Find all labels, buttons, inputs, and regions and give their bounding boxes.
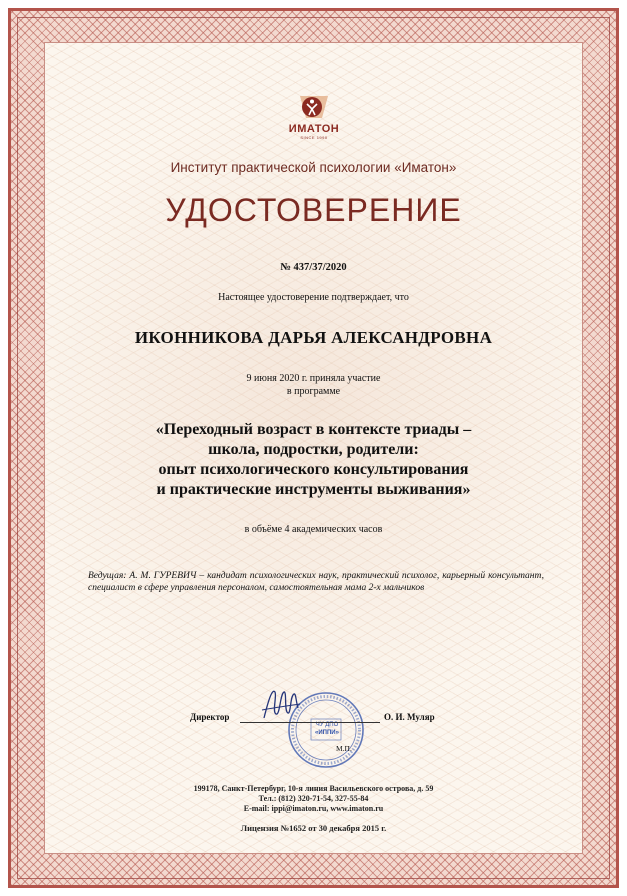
footer-contacts (0, 784, 627, 814)
certificate-number: № 437/37/2020 (280, 262, 347, 273)
footer-address: 199178, Санкт-Петербург, 10-я линия Васильевского острова, д. 59 (193, 784, 434, 793)
director-name: О. И. Муляр (384, 712, 435, 722)
logo-since: SINCE 1990 (300, 135, 328, 140)
hours-text: в объёме 4 академических часов (244, 524, 383, 535)
director-label: Директор (190, 712, 230, 722)
stamp-place-label: М.П. (336, 744, 352, 753)
signature-line (240, 722, 380, 723)
logo-icon (298, 92, 330, 122)
footer-phone: Тел.: (812) 320-71-54, 327-55-84 (258, 794, 369, 803)
imaton-logo (274, 92, 354, 148)
seal-text-org: ЧУ ДПО (315, 722, 339, 728)
document-title: УДОСТОВЕРЕНИЕ (165, 192, 462, 228)
program-title (0, 420, 627, 500)
lead-description: Ведущая: А. М. ГУРЕВИЧ – кандидат психологических наук, практический психолог, карьерный консультант, специалист в сфере управления персоналом, самостоятельная мама 2-х мальчиков (88, 571, 544, 593)
footer-contacts-line: E-mail: ippi@imaton.ru, www.imaton.ru (243, 804, 384, 813)
recipient-name: ИКОННИКОВА ДАРЬЯ АЛЕКСАНДРОВНА (134, 328, 493, 347)
program-line: школа, подростки, родители: (208, 441, 419, 458)
date-line: 9 июня 2020 г. приняла участие (246, 373, 381, 384)
confirm-text: Настоящее удостоверение подтверждает, что (218, 292, 409, 303)
logo-name: ИМАТОН (288, 123, 340, 135)
director-signature (258, 682, 302, 724)
seal-text-name: «ИППИ» (315, 730, 339, 736)
institute-name: Институт практической психологии «Иматон» (170, 160, 457, 175)
program-intro: в программе (286, 386, 341, 397)
participation-date (0, 372, 627, 398)
license-info: Лицензия №1652 от 30 декабря 2015 г. (240, 823, 387, 833)
program-line: и практические инструменты выживания» (156, 481, 471, 498)
program-line: опыт психологического консультирования (158, 461, 469, 478)
program-line: «Переходный возраст в контексте триады – (155, 421, 472, 438)
